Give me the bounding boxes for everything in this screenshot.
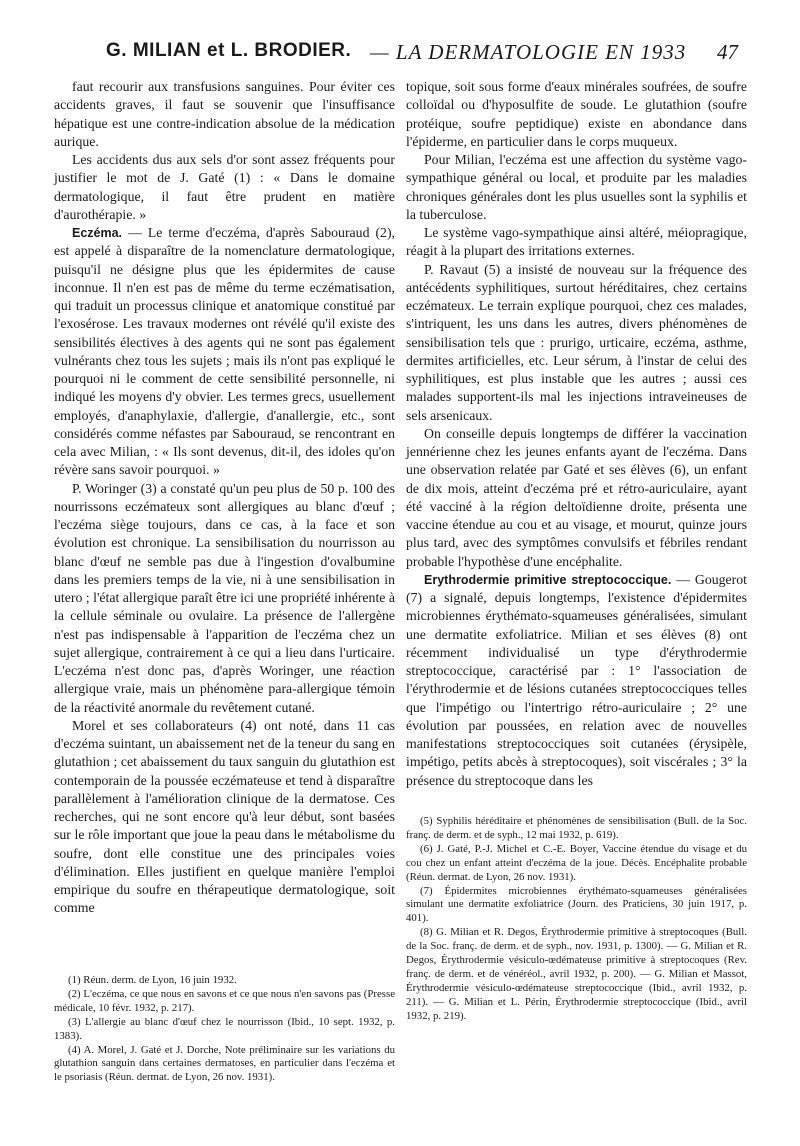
- right-column: [406, 78, 747, 790]
- page-number: 47: [717, 40, 738, 64]
- paragraph: [54, 717, 395, 918]
- footnote: (1) Réun. derm. de Lyon, 16 juin 1932.: [68, 974, 237, 986]
- section-heading: Erythrodermie primitive streptococcique.: [424, 572, 672, 587]
- paragraph: [406, 571, 747, 790]
- section-heading: Eczéma.: [72, 226, 123, 240]
- header-title: — LA DERMATOLOGIE EN 1933: [370, 40, 687, 64]
- header-authors: G. MILIAN et L. BRODIER.: [106, 40, 352, 61]
- footnote: (3) L'allergie au blanc d'œuf chez le nourrisson (Ibid., 10 sept. 1932, p. 1383).: [54, 1015, 395, 1042]
- paragraph-text: On conseille depuis longtemps de différer la vaccination jennérienne chez les jeunes enfants ayant de l'eczéma. Dans une observation relatée par Gaté et ses élèves (6), un enfant de dix mois, atteint d'eczéma pré et rétro-auriculaire, ayant été vacciné à la région deltoïdienne droite, présenta une vaccine étendue au cou et au visage, et mourut, quinze jours plus tard, avec des symptômes convulsifs et fébriles rendant probable l'hypothèse d'une encéphalite.: [406, 425, 747, 569]
- footnote: (6) J. Gaté, P.-J. Michel et C.-E. Boyer, Vaccine étendue du visage et du cou chez un enfant atteint d'eczéma de la joue. Décès. Encéphalite probable (Réun. dermat. de Lyon, 26 nov. 1931).: [406, 842, 747, 883]
- paragraph: [54, 224, 395, 480]
- paragraph: [54, 151, 395, 224]
- paragraph: [406, 151, 747, 224]
- paragraph-text: faut recourir aux transfusions sanguines. Pour éviter ces accidents graves, il faut se souvenir que l'insuffisance hépatique est une contre-indication absolue de la médication aurique.: [54, 79, 395, 149]
- paragraph-text: Les accidents dus aux sels d'or sont assez fréquents pour justifier le mot de J. Gaté (1) : « Dans le domaine dermatologique, il faut être prudent en matière d'aurothérapie. »: [54, 152, 395, 222]
- footnote: (2) L'eczéma, ce que nous en savons et ce que nous n'en savons pas (Presse médicale, 10 févr. 1932, p. 217).: [54, 987, 395, 1014]
- paragraph: [406, 425, 747, 571]
- footnotes-right: [406, 815, 747, 1024]
- paragraph: [406, 78, 747, 151]
- footnotes-left: [54, 974, 395, 1085]
- footnote: (5) Syphilis héréditaire et phénomènes de sensibilisation (Bull. de la Soc. franç. de derm. et de syph., 12 mai 1932, p. 619).: [406, 815, 747, 841]
- paragraph: [406, 224, 747, 261]
- paragraph-text: — Le terme d'eczéma, d'après Sabouraud (2), est appelé à disparaître de la nomenclature dermatologique, puisqu'il ne désigne plus que les épidermites de cause inconnue. Il n'en est pas de même du terme eczématisation, qui traduit un processus clinique et anatomique constitué par l'exosérose. Les travaux modernes ont révélé qu'il existe des sensibilités électives à des agents qui ne sont pas également vulnérants chez tous les sujets ; mais ils n'ont pas expliqué le pourquoi ni le comment de cette sensibilité personnelle, ni indiqué les moyens d'y obvier. Les termes grecs, usuellement employés, d'anaphylaxie, d'allergie, d'anallergie, etc., sont considérés comme néfastes par Sabouraud, se rencontrant en cela avec Milian, : « Ils sont devenus, dit-il, des idoles qu'on révère sans savoir pourquoi. »: [54, 225, 395, 478]
- left-column: [54, 78, 395, 918]
- footnote: (4) A. Morel, J. Gaté et J. Dorche, Note préliminaire sur les variations du glutathion sanguin dans certaines dermatoses, en particulier dans l'eczéma et le psoriasis (Réun. dermat. de Lyon, 26 nov. 1931).: [54, 1043, 395, 1084]
- paragraph-text: P. Ravaut (5) a insisté de nouveau sur la fréquence des antécédents syphilitiques, surtout héréditaires, chez certains eczémateux. Le terrain explique pourquoi, chez ces malades, s'intriquent, les uns dans les autres, divers phénomènes de sensibilisation tels que : prurigo, urticaire, eczéma, asthme, dermites artificielles, etc. Leur sérum, à l'instar de celui des syphilitiques, est plus instable que les autres ; aussi ces malades supportent-ils mal les injections intraveineuses de sels arsenicaux.: [406, 261, 747, 423]
- paragraph-text: Morel et ses collaborateurs (4) ont noté, dans 11 cas d'eczéma suintant, un abaissement net de la teneur du sang en glutathion ; cet abaissement du taux sanguin du glutathion est contemporain de la poussée eczémateuse et tend à disparaître parallèlement à l'amélioration clinique de la dermatose. Ces recherches, qui ne sont encore qu'à leur début, sont basées sur le rôle important que joue la peau dans le métabolisme du soufre, dont elle constitue une des principales voies d'élimination. Elles justifient en quelque manière l'emploi empirique du soufre en thérapeutique dermatologique, soit comme: [54, 717, 395, 916]
- paragraph-text: topique, soit sous forme d'eaux minérales soufrées, de soufre colloïdal ou d'hyposulfite de soude. Le glutathion (soufre protéique, soufre peptidique) existe en abondance dans l'épiderme, en particulier dans le corps muqueux.: [406, 79, 747, 149]
- paragraph-text: — Gougerot (7) a signalé, depuis longtemps, l'existence d'épidermites microbiennes érythémato-squameuses généralisées, simulant une dermatite exfoliatrice. Milian et ses élèves (8) ont récemment individualisé un type d'érythrodermie streptococcique, caractérisé par : 1° l'association de l'érythrodermie et de lésions cutanées streptococciques telles que l'impétigo ou l'intertrigo rétro-auriculaire ; 2° une évolution par poussées, en relation avec de nouvelles manifestations streptococciques soit cutanées (érysipèle, impétigo, petits abcès à streptocoques), soit viscérales ; 3° la présence du streptocoque dans les: [406, 571, 747, 788]
- footnote: (7) Épidermites microbiennes érythémato-squameuses généralisées simulant une dermatite exfoliatrice (Journ. des Praticiens, 30 juin 1917, p. 401).: [406, 884, 747, 925]
- paragraph: [54, 78, 395, 151]
- paragraph-text: P. Woringer (3) a constaté qu'un peu plus de 50 p. 100 des nourrissons eczémateux sont allergiques au blanc d'œuf ; l'eczéma siège toujours, dans ce cas, à la face et son évolution est chronique. La sensibilisation du nourrisson au blanc d'œuf ne semble pas due à l'ingestion d'ovalbumine dans les premiers temps de la vie, ni à une sensibilisation in utero ; l'état allergique paraît être ici une propriété inhérente à la cellule séminale ou ovulaire. La présence de l'allergène n'est pas indispensable à l'apparition de l'eczéma chez un sujet allergique, contrairement à ce qui a lieu dans l'urticaire. L'eczéma n'est donc pas, d'après Woringer, une réaction allergique vraie, mais un phénomène para-allergique témoin de la réactivité anormale du revêtement cutané.: [54, 480, 395, 715]
- paragraph-text: Pour Milian, l'eczéma est une affection du système vago-sympathique général ou local, et produite par les maladies chroniques générales dont les plus usuelles sont la syphilis et la tuberculose.: [406, 152, 747, 222]
- paragraph: [54, 480, 395, 717]
- running-header: [54, 40, 754, 74]
- footnote: (8) G. Milian et R. Degos, Érythrodermie primitive à streptocoques (Bull. de la Soc. franç. de derm. et de syph., nov. 1931, p. 1300). — G. Milian et R. Degos, Érythrodermie vésiculo-œdémateuse primitive à streptocoques (Rev. franç. de derm. et de vénéréol., avril 1932, p. 200). — G. Milian et Massot, Érythrodermie vésiculo-œdémateuse streptococcique (Ibid., avril 1932, p. 211). — G. Milian et L. Périn, Érythrodermie streptococcique (Ibid., avril 1932, p. 219).: [406, 926, 747, 1022]
- paragraph: [406, 261, 747, 425]
- paragraph-text: Le système vago-sympathique ainsi altéré, méiopragique, réagit à la plupart des irritations externes.: [406, 225, 747, 259]
